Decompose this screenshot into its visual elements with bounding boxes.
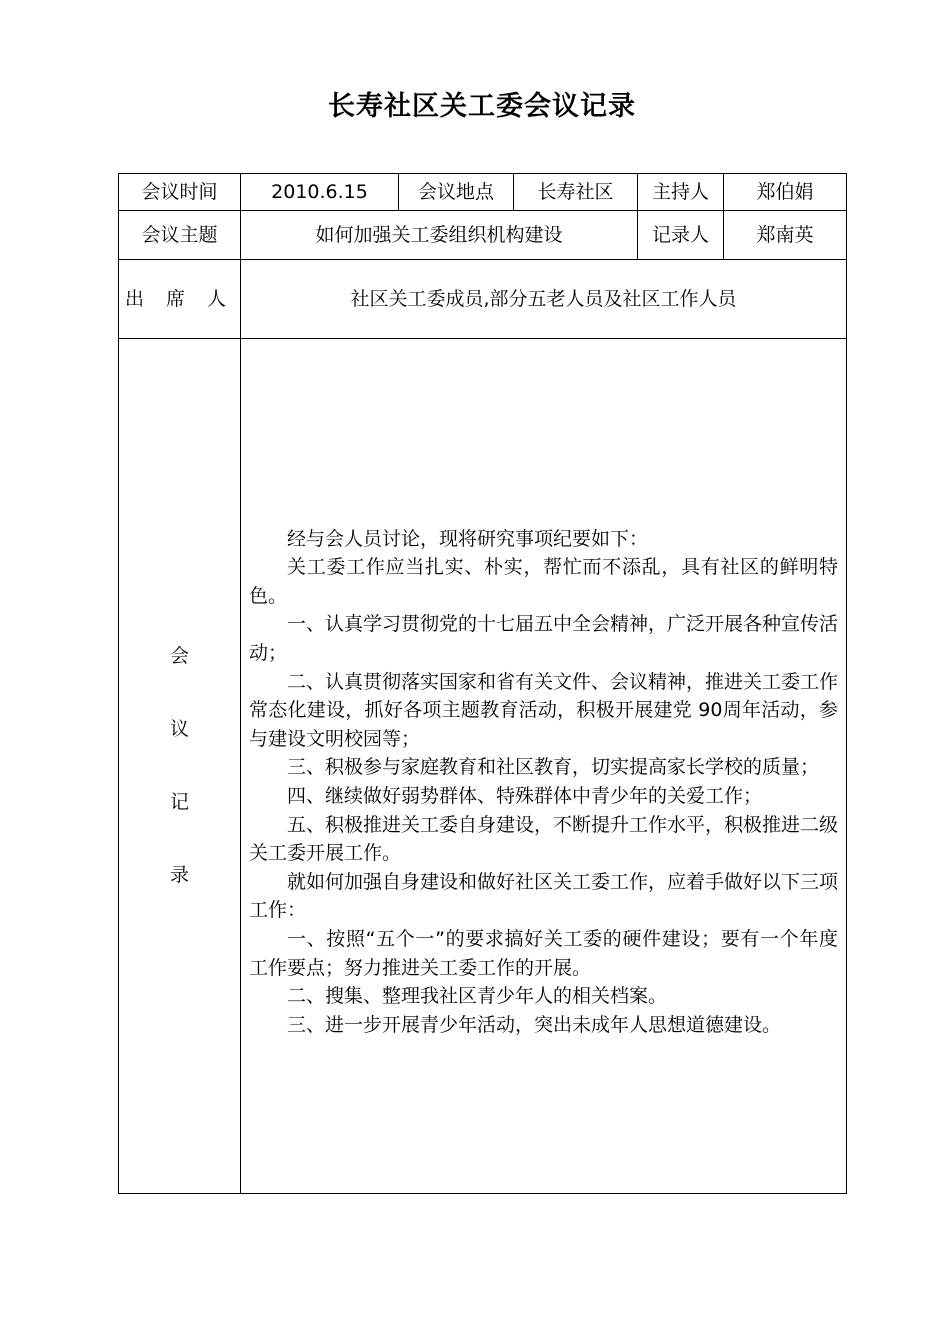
record-paragraph: 五、积极推进关工委自身建设，不断提升工作水平，积极推进二级关工委开展工作。	[249, 813, 839, 865]
record-paragraph: 一、认真学习贯彻党的十七届五中全会精神，广泛开展各种宣传活动；	[249, 613, 839, 665]
meeting-time-value: 2010.6.15	[241, 174, 399, 211]
record-label-char: 会	[169, 645, 189, 667]
record-paragraph: 经与会人员讨论，现将研究事项纪要如下：	[287, 527, 649, 550]
record-label	[168, 620, 192, 912]
host-label: 主持人	[638, 174, 724, 211]
record-paragraph: 二、认真贯彻落实国家和省有关文件、会议精神，推进关工委工作常态化建设，抓好各项主题教育活动，积极开展建党 90周年活动，参与建设文明校园等；	[249, 670, 839, 750]
record-paragraph: 就如何加强自身建设和做好社区关工委工作，应着手做好以下三项工作：	[249, 870, 839, 922]
recorder-value: 郑南英	[724, 211, 847, 260]
meeting-place-value: 长寿社区	[514, 174, 638, 211]
meeting-topic-label: 会议主题	[119, 211, 241, 260]
row-attendees	[119, 260, 847, 339]
attendees-label: 出 席 人	[119, 260, 241, 339]
record-paragraph: 二、搜集、整理我社区青少年人的相关档案。	[287, 985, 668, 1008]
meeting-record-table	[118, 173, 847, 1194]
record-content	[241, 493, 846, 1040]
record-label-char: 议	[169, 718, 189, 740]
record-content-cell	[241, 339, 847, 1194]
host-value: 郑伯娟	[724, 174, 847, 211]
record-label-char: 记	[169, 791, 189, 813]
meeting-time-label: 会议时间	[119, 174, 241, 211]
meeting-topic-value: 如何加强关工委组织机构建设	[241, 211, 638, 260]
record-paragraph: 关工委工作应当扎实、朴实，帮忙而不添乱，具有社区的鲜明特色。	[249, 556, 838, 607]
record-label-cell	[119, 339, 241, 1194]
document-title: 长寿社区关工委会议记录	[328, 91, 636, 122]
meeting-place-label: 会议地点	[399, 174, 514, 211]
attendees-value: 社区关工委成员,部分五老人员及社区工作人员	[241, 260, 847, 339]
record-label-char: 录	[169, 864, 189, 886]
record-paragraph: 三、积极参与家庭教育和社区教育，切实提高家长学校的质量；	[287, 756, 820, 779]
row-time-place-host	[119, 174, 847, 211]
record-paragraph: 一、按照“五个一”的要求搞好关工委的硬件建设；要有一个年度工作要点；努力推进关工委工作的开展。	[249, 927, 838, 979]
record-paragraph: 三、进一步开展青少年活动，突出未成年人思想道德建设。	[287, 1013, 782, 1036]
record-paragraph: 四、继续做好弱势群体、特殊群体中青少年的关爱工作；	[287, 785, 763, 807]
recorder-label: 记录人	[638, 211, 724, 260]
row-meeting-record	[119, 339, 847, 1194]
row-topic-recorder	[119, 211, 847, 260]
